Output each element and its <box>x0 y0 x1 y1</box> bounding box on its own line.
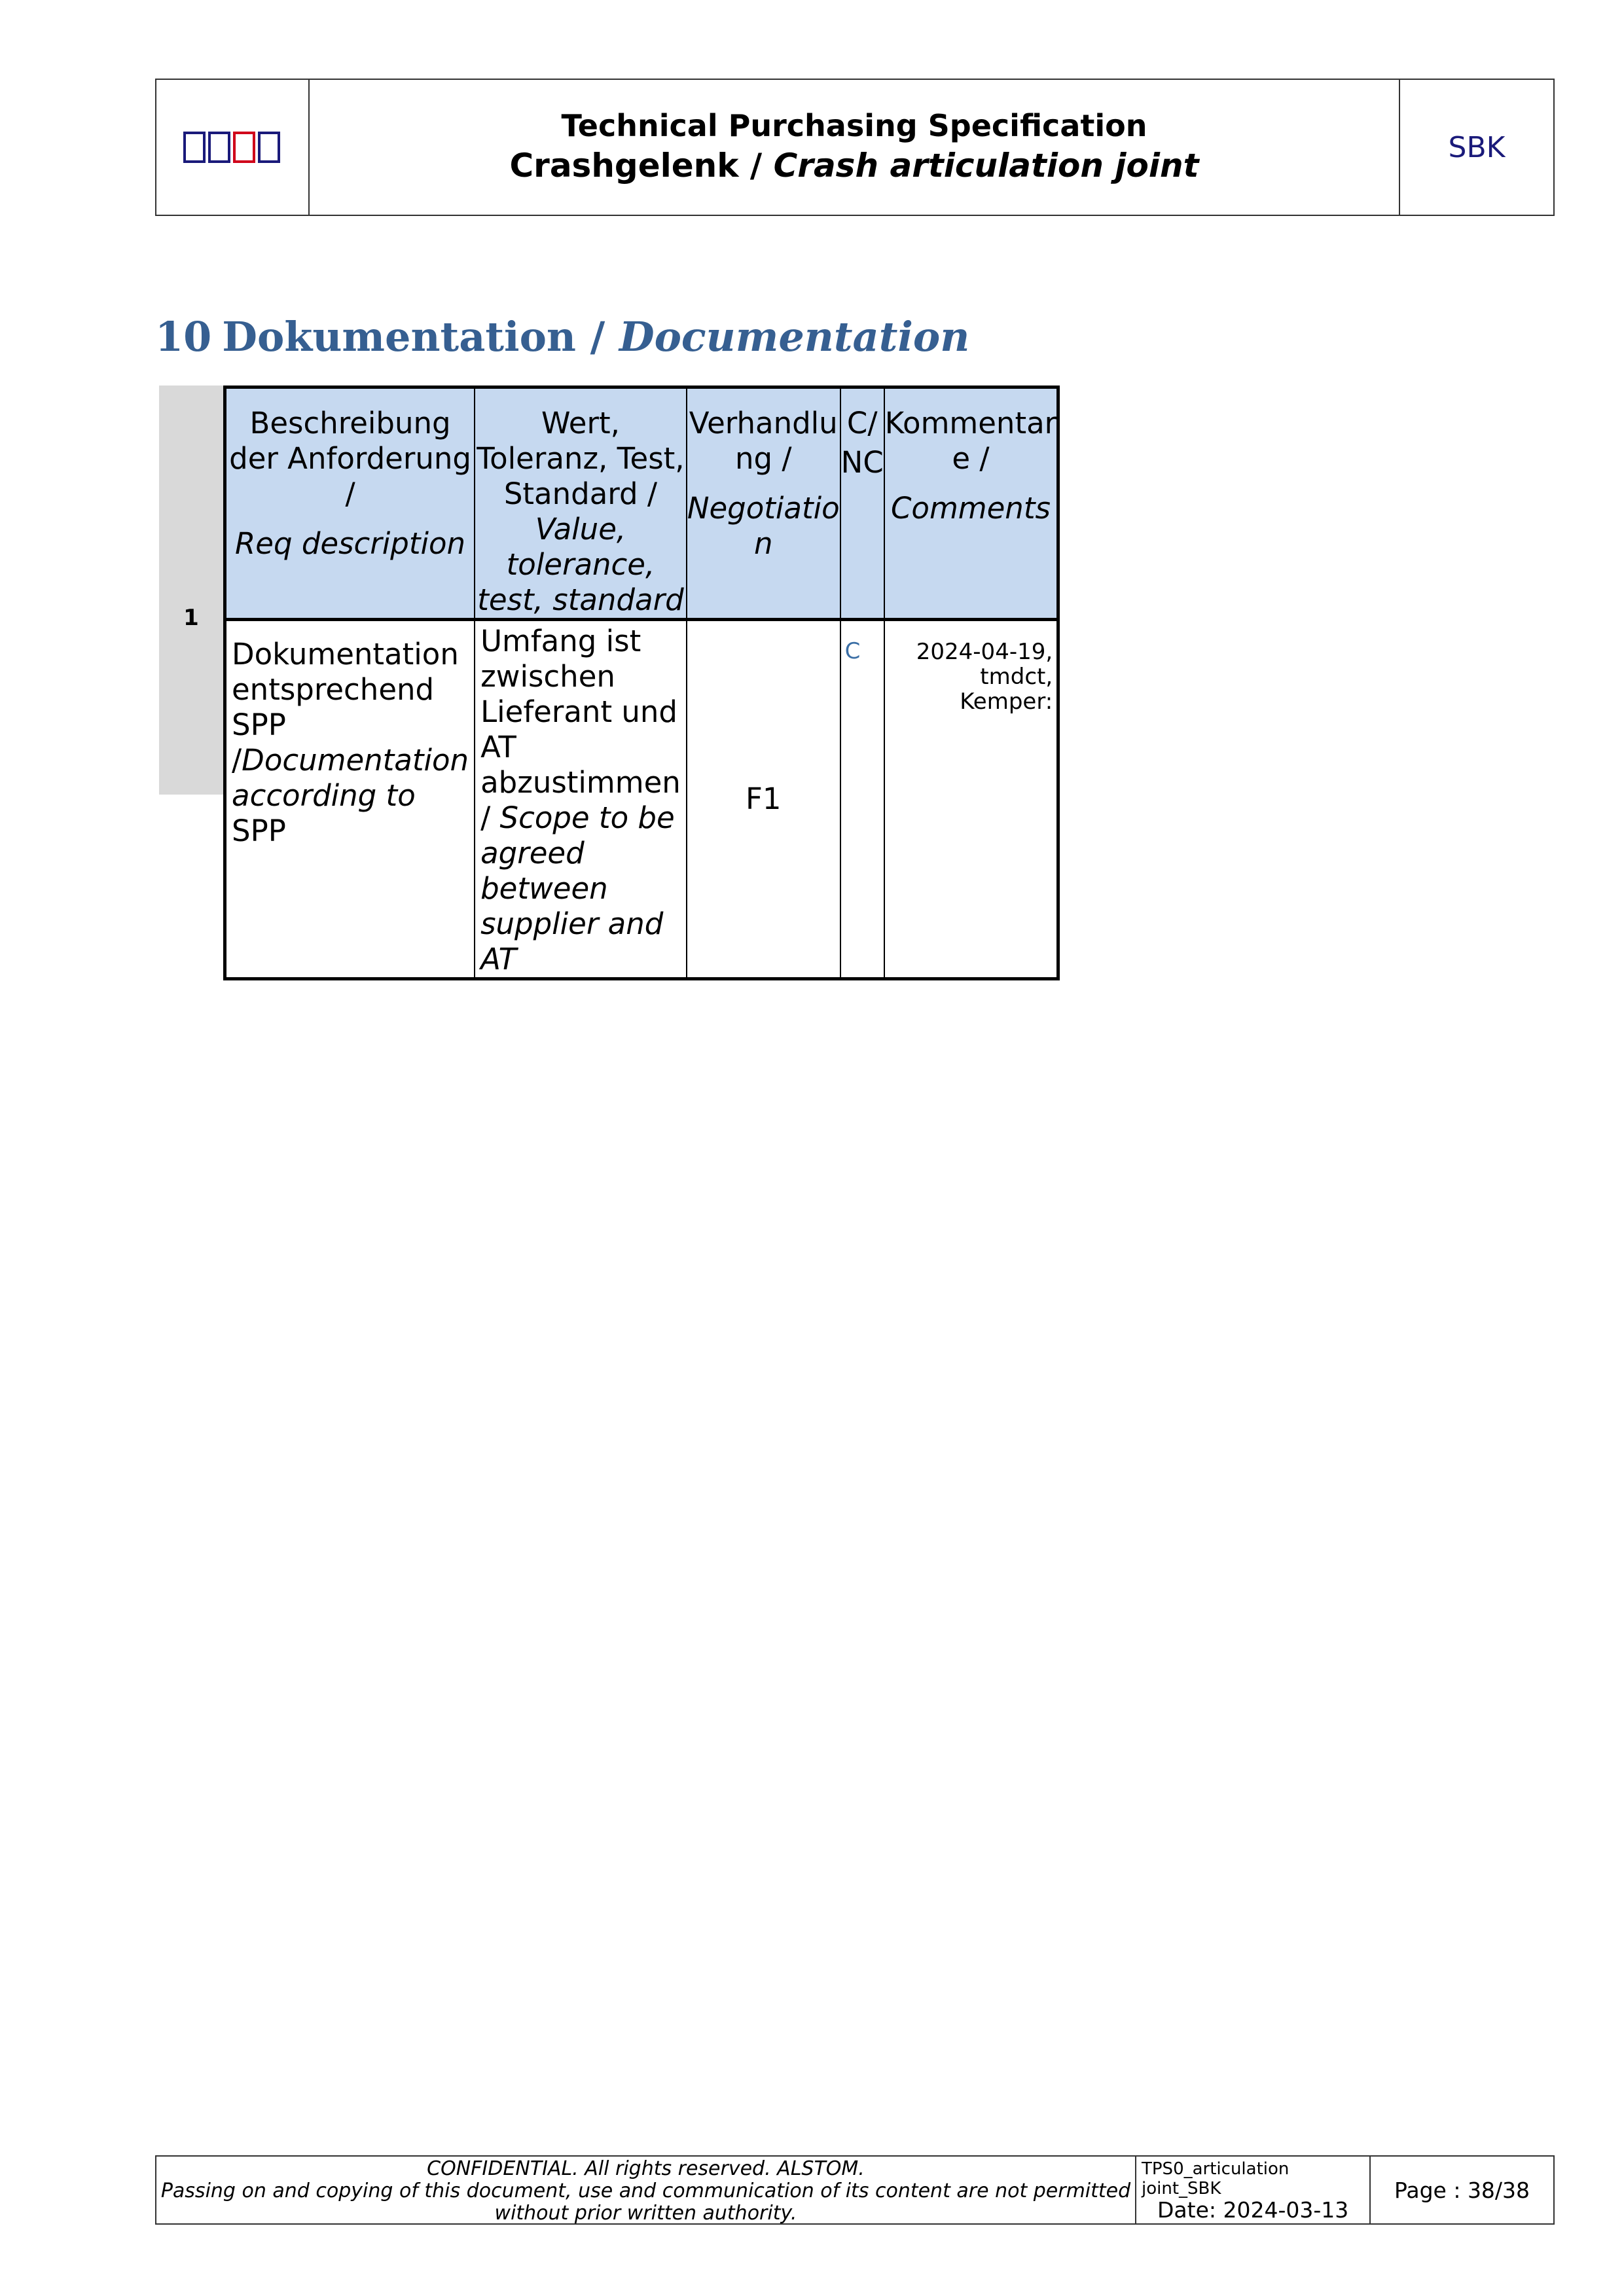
spec-subject-title <box>509 145 1199 187</box>
column-header-c-nc-line1: C/ <box>846 406 878 440</box>
cell-value-en: Scope to be agreed between supplier and AT <box>480 800 675 977</box>
section-title-de: Dokumentation / <box>222 313 619 361</box>
column-header-comments-de: Kommentar e / <box>884 406 1057 476</box>
document-date: Date: 2024-03-13 <box>1157 2197 1349 2223</box>
section-heading <box>155 313 969 361</box>
cell-value <box>475 620 687 979</box>
cell-description-suffix: SPP <box>232 814 286 848</box>
column-header-comments-en: Comments <box>891 491 1051 526</box>
company-logo <box>156 80 310 215</box>
cell-description <box>225 620 475 979</box>
cell-negotiation: F1 <box>687 620 840 979</box>
section-title-en: Documentation <box>619 313 970 361</box>
column-header-value-en: Value, tolerance, test, standard <box>477 512 684 617</box>
page-number: Page : 38/38 <box>1394 2177 1530 2203</box>
cell-comment[interactable]: 2024-04-19, tmdct, Kemper: <box>884 620 1058 979</box>
column-header-negotiation-en: Negotiatio n <box>687 491 840 561</box>
document-name: TPS0_articulation joint_SBK <box>1142 2159 1290 2198</box>
requirements-table <box>223 386 1060 980</box>
spec-code: SBK <box>1448 130 1506 164</box>
document-header <box>155 79 1555 216</box>
document-info <box>1136 2157 1371 2223</box>
subject-title-de: Crashgelenk / <box>509 147 774 185</box>
section-number: 10 <box>155 313 212 361</box>
column-header-negotiation <box>687 387 840 620</box>
document-footer <box>155 2155 1555 2225</box>
column-header-value-de: Wert, Toleranz, Test, Standard / <box>477 406 685 511</box>
column-header-c-nc-line2: NC <box>840 445 884 480</box>
spec-type-title: Technical Purchasing Specification <box>561 107 1147 143</box>
confidentiality-notice <box>156 2157 1136 2223</box>
column-header-c-nc <box>840 387 884 620</box>
cell-description-de: Dokumentation entsprechend SPP / <box>232 637 459 778</box>
column-header-description-de: Beschreibung der Anforderung / <box>229 406 471 511</box>
cell-value-de: Umfang ist zwischen Lieferant und AT abzustimmen / <box>480 624 681 835</box>
alstom-logo-icon <box>183 128 281 167</box>
cell-description-en: Documentation according to <box>232 743 469 813</box>
table-row <box>225 620 1058 979</box>
column-header-comments <box>884 387 1058 620</box>
confidentiality-line2: Passing on and copying of this document, use and communication of its content are not permitted without prior written authority. <box>160 2179 1131 2225</box>
subject-title-en: Crash articulation joint <box>773 147 1199 185</box>
cell-c-nc[interactable]: C <box>840 620 884 979</box>
column-header-value <box>475 387 687 620</box>
column-header-description-en: Req description <box>235 526 466 561</box>
column-header-description <box>225 387 475 620</box>
header-title-block <box>310 80 1400 215</box>
row-number-column <box>159 386 223 795</box>
row-number: 1 <box>183 605 199 631</box>
column-header-negotiation-de: Verhandlu ng / <box>689 406 838 476</box>
confidentiality-line1: CONFIDENTIAL. All rights reserved. ALSTOM. <box>427 2157 865 2180</box>
